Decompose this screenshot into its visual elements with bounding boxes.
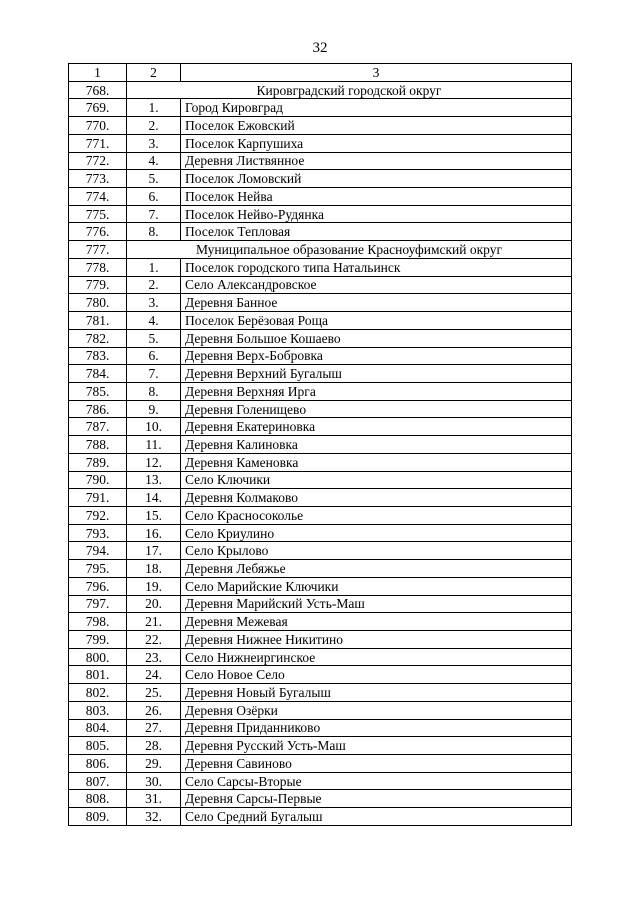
column-header-3: 3 xyxy=(181,64,572,82)
section-title: Муниципальное образование Красноуфимский округ xyxy=(127,241,572,259)
row-number: 785. xyxy=(69,382,127,400)
local-number: 28. xyxy=(127,737,181,755)
local-number: 25. xyxy=(127,684,181,702)
settlement-name: Деревня Сарсы-Первые xyxy=(181,790,572,808)
settlement-name: Село Александровское xyxy=(181,276,572,294)
row-number: 790. xyxy=(69,471,127,489)
row-number: 777. xyxy=(69,241,127,259)
table-row xyxy=(69,613,572,631)
row-number: 798. xyxy=(69,613,127,631)
settlement-name: Поселок Тепловая xyxy=(181,223,572,241)
table-row xyxy=(69,560,572,578)
settlement-name: Село Новое Село xyxy=(181,666,572,684)
table-row xyxy=(69,506,572,524)
settlement-name: Поселок Ломовский xyxy=(181,170,572,188)
table-row xyxy=(69,347,572,365)
row-number: 787. xyxy=(69,418,127,436)
table-row xyxy=(69,701,572,719)
local-number: 21. xyxy=(127,613,181,631)
local-number: 1. xyxy=(127,99,181,117)
table-row xyxy=(69,471,572,489)
local-number: 12. xyxy=(127,453,181,471)
table-row xyxy=(69,489,572,507)
table-row xyxy=(69,542,572,560)
settlement-name: Деревня Приданниково xyxy=(181,719,572,737)
settlement-name: Село Нижнеиргинское xyxy=(181,648,572,666)
local-number: 13. xyxy=(127,471,181,489)
local-number: 16. xyxy=(127,524,181,542)
settlement-name: Село Марийские Ключики xyxy=(181,577,572,595)
row-number: 794. xyxy=(69,542,127,560)
row-number: 776. xyxy=(69,223,127,241)
local-number: 22. xyxy=(127,631,181,649)
row-number: 768. xyxy=(69,81,127,99)
settlement-name: Поселок Берёзовая Роща xyxy=(181,312,572,330)
table-row xyxy=(69,755,572,773)
local-number: 2. xyxy=(127,276,181,294)
table-row xyxy=(69,258,572,276)
row-number: 807. xyxy=(69,772,127,790)
column-header-1: 1 xyxy=(69,64,127,82)
settlement-name: Село Криулино xyxy=(181,524,572,542)
row-number: 797. xyxy=(69,595,127,613)
table-row xyxy=(69,595,572,613)
row-number: 801. xyxy=(69,666,127,684)
row-number: 775. xyxy=(69,205,127,223)
settlement-name: Деревня Большое Кошаево xyxy=(181,329,572,347)
settlement-name: Поселок Нейва xyxy=(181,188,572,206)
table-row xyxy=(69,170,572,188)
local-number: 18. xyxy=(127,560,181,578)
local-number: 29. xyxy=(127,755,181,773)
local-number: 6. xyxy=(127,347,181,365)
local-number: 7. xyxy=(127,205,181,223)
row-number: 803. xyxy=(69,701,127,719)
row-number: 792. xyxy=(69,506,127,524)
row-number: 773. xyxy=(69,170,127,188)
local-number: 1. xyxy=(127,258,181,276)
row-number: 802. xyxy=(69,684,127,702)
local-number: 19. xyxy=(127,577,181,595)
row-number: 799. xyxy=(69,631,127,649)
section-row xyxy=(69,241,572,259)
settlement-name: Село Ключики xyxy=(181,471,572,489)
row-number: 808. xyxy=(69,790,127,808)
row-number: 770. xyxy=(69,117,127,135)
table-row xyxy=(69,188,572,206)
row-number: 772. xyxy=(69,152,127,170)
row-number: 781. xyxy=(69,312,127,330)
local-number: 23. xyxy=(127,648,181,666)
settlement-name: Деревня Листвянное xyxy=(181,152,572,170)
settlement-name: Село Крылово xyxy=(181,542,572,560)
local-number: 6. xyxy=(127,188,181,206)
table-row xyxy=(69,276,572,294)
local-number: 32. xyxy=(127,808,181,826)
local-number: 8. xyxy=(127,382,181,400)
settlement-name: Поселок Карпушиха xyxy=(181,134,572,152)
row-number: 804. xyxy=(69,719,127,737)
table-row xyxy=(69,312,572,330)
settlement-name: Город Кировград xyxy=(181,99,572,117)
local-number: 24. xyxy=(127,666,181,684)
row-number: 769. xyxy=(69,99,127,117)
settlement-name: Деревня Верхняя Ирга xyxy=(181,382,572,400)
row-number: 783. xyxy=(69,347,127,365)
row-number: 786. xyxy=(69,400,127,418)
local-number: 5. xyxy=(127,329,181,347)
table-header xyxy=(69,64,572,82)
settlement-name: Деревня Голенищево xyxy=(181,400,572,418)
local-number: 4. xyxy=(127,152,181,170)
table-row xyxy=(69,418,572,436)
header-row xyxy=(69,64,572,82)
row-number: 789. xyxy=(69,453,127,471)
table-row xyxy=(69,382,572,400)
table-row xyxy=(69,737,572,755)
local-number: 15. xyxy=(127,506,181,524)
settlement-name: Деревня Верх-Бобровка xyxy=(181,347,572,365)
settlement-name: Деревня Нижнее Никитино xyxy=(181,631,572,649)
section-row xyxy=(69,81,572,99)
column-header-2: 2 xyxy=(127,64,181,82)
settlement-name: Деревня Банное xyxy=(181,294,572,312)
table-row xyxy=(69,808,572,826)
table-row xyxy=(69,577,572,595)
row-number: 809. xyxy=(69,808,127,826)
local-number: 8. xyxy=(127,223,181,241)
table-row xyxy=(69,772,572,790)
settlement-name: Поселок Нейво-Рудянка xyxy=(181,205,572,223)
row-number: 782. xyxy=(69,329,127,347)
table-row xyxy=(69,365,572,383)
row-number: 793. xyxy=(69,524,127,542)
table-row xyxy=(69,205,572,223)
table-row xyxy=(69,152,572,170)
settlement-name: Деревня Екатериновка xyxy=(181,418,572,436)
row-number: 780. xyxy=(69,294,127,312)
local-number: 9. xyxy=(127,400,181,418)
row-number: 791. xyxy=(69,489,127,507)
row-number: 784. xyxy=(69,365,127,383)
local-number: 3. xyxy=(127,294,181,312)
table-row xyxy=(69,99,572,117)
settlement-name: Деревня Марийский Усть-Маш xyxy=(181,595,572,613)
local-number: 31. xyxy=(127,790,181,808)
settlement-name: Деревня Новый Бугалыш xyxy=(181,684,572,702)
table-row xyxy=(69,719,572,737)
table-row xyxy=(69,294,572,312)
row-number: 796. xyxy=(69,577,127,595)
row-number: 795. xyxy=(69,560,127,578)
page-number: 32 xyxy=(312,40,328,56)
section-title: Кировградский городской округ xyxy=(127,81,572,99)
local-number: 26. xyxy=(127,701,181,719)
local-number: 11. xyxy=(127,436,181,454)
table-row xyxy=(69,790,572,808)
settlement-name: Деревня Озёрки xyxy=(181,701,572,719)
settlement-name: Деревня Лебяжье xyxy=(181,560,572,578)
table-row xyxy=(69,648,572,666)
settlement-name: Деревня Колмаково xyxy=(181,489,572,507)
settlement-name: Поселок городского типа Натальинск xyxy=(181,258,572,276)
settlement-name: Село Красносоколье xyxy=(181,506,572,524)
settlement-name: Деревня Межевая xyxy=(181,613,572,631)
settlement-name: Село Средний Бугалыш xyxy=(181,808,572,826)
settlement-name: Деревня Савиново xyxy=(181,755,572,773)
local-number: 17. xyxy=(127,542,181,560)
settlement-name: Поселок Ежовский xyxy=(181,117,572,135)
local-number: 10. xyxy=(127,418,181,436)
settlement-name: Деревня Русский Усть-Маш xyxy=(181,737,572,755)
row-number: 806. xyxy=(69,755,127,773)
settlement-name: Деревня Калиновка xyxy=(181,436,572,454)
row-number: 778. xyxy=(69,258,127,276)
row-number: 779. xyxy=(69,276,127,294)
table-row xyxy=(69,436,572,454)
table-row xyxy=(69,329,572,347)
table-row xyxy=(69,684,572,702)
row-number: 788. xyxy=(69,436,127,454)
table-row xyxy=(69,524,572,542)
local-number: 20. xyxy=(127,595,181,613)
settlement-name: Село Сарсы-Вторые xyxy=(181,772,572,790)
local-number: 2. xyxy=(127,117,181,135)
table-row xyxy=(69,400,572,418)
row-number: 805. xyxy=(69,737,127,755)
local-number: 3. xyxy=(127,134,181,152)
local-number: 27. xyxy=(127,719,181,737)
settlements-table xyxy=(68,63,572,826)
row-number: 771. xyxy=(69,134,127,152)
local-number: 4. xyxy=(127,312,181,330)
table-body xyxy=(69,81,572,825)
table-row xyxy=(69,223,572,241)
table-row xyxy=(69,631,572,649)
table-row xyxy=(69,453,572,471)
table-row xyxy=(69,117,572,135)
row-number: 800. xyxy=(69,648,127,666)
table-row xyxy=(69,134,572,152)
table-row xyxy=(69,666,572,684)
local-number: 5. xyxy=(127,170,181,188)
local-number: 7. xyxy=(127,365,181,383)
local-number: 30. xyxy=(127,772,181,790)
settlement-name: Деревня Верхний Бугалыш xyxy=(181,365,572,383)
local-number: 14. xyxy=(127,489,181,507)
settlement-name: Деревня Каменовка xyxy=(181,453,572,471)
row-number: 774. xyxy=(69,188,127,206)
